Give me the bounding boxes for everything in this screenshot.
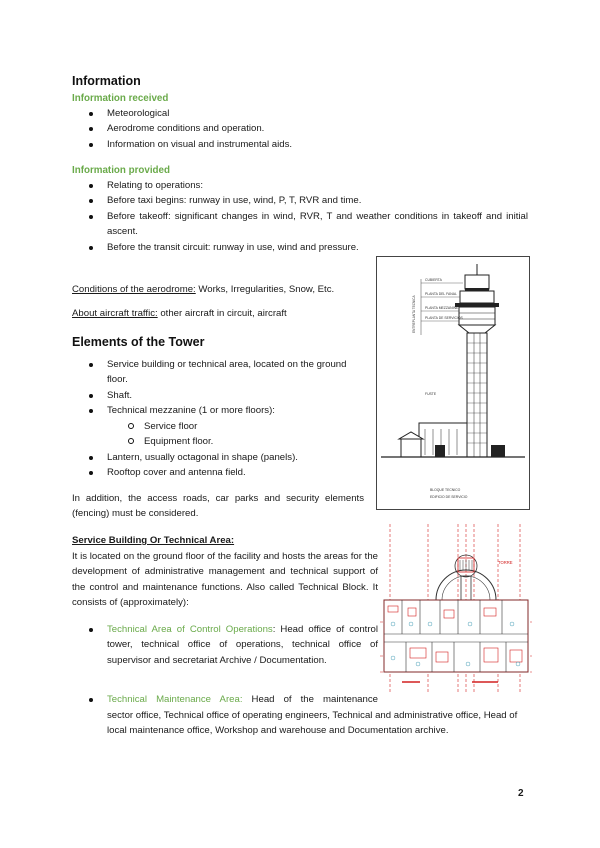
- technical-areas-list-cont: [72, 692, 378, 707]
- maintenance-label: Technical Maintenance Area:: [107, 694, 243, 705]
- technical-areas-list: [72, 622, 378, 668]
- label-fuste: FUSTE: [425, 392, 437, 396]
- list-item: Relating to operations:: [72, 178, 528, 193]
- sub-list-item: Service floor: [72, 419, 365, 434]
- tower-elements-list: [72, 357, 365, 419]
- information-provided-list: [72, 178, 528, 255]
- service-building-intro: It is located on the ground floor of the facility and hosts the areas for the development of administrative management and technical support of the control and maintenance functions. Also called Technical Block. It consists of (approximately):: [72, 551, 378, 609]
- list-item: Before taxi begins: runway in use, wind, P, T, RVR and time.: [72, 193, 528, 208]
- list-item: Information on visual and instrumental aids.: [72, 137, 532, 152]
- tower-addition-paragraph: In addition, the access roads, car parks and security elements (fencing) must be considered.: [72, 493, 364, 520]
- control-operations-label: Technical Area of Control Operations: [107, 624, 273, 635]
- maintenance-text-line1: Head of the maintenance: [242, 694, 378, 705]
- mezzanine-sublist: [72, 419, 365, 450]
- information-received-heading: Information received: [72, 93, 169, 104]
- label-torre: TORRE: [498, 560, 513, 565]
- label-cubierta: CUBIERTA: [425, 278, 442, 282]
- label-entreplanta: ENTREPLANTA TECNICA: [412, 295, 416, 333]
- list-item: Service building or technical area, located on the ground floor.: [72, 357, 365, 388]
- conditions-line: [72, 282, 334, 297]
- page-number: 2: [518, 788, 524, 799]
- traffic-line: [72, 306, 287, 321]
- list-item: Meteorological: [72, 106, 532, 121]
- list-item: Rooftop cover and antenna field.: [72, 465, 365, 480]
- floor-plan-figure: [380, 524, 532, 694]
- information-provided-heading: Information provided: [72, 165, 170, 176]
- information-received-list: [72, 106, 532, 152]
- label-mezzanine: PLANTA MEZZANINE: [425, 306, 459, 310]
- list-item-control-operations: [72, 622, 378, 668]
- tower-elevation-figure: [376, 256, 530, 510]
- label-fanal: PLANTA DEL FANAL: [425, 292, 457, 296]
- list-item: Technical mezzanine (1 or more floors):: [72, 403, 365, 418]
- service-building-heading: Service Building Or Technical Area:: [72, 535, 235, 546]
- list-item: Before takeoff: significant changes in wind, RVR, T and weather conditions in takeoff and initial ascent.: [72, 209, 528, 240]
- tower-heading: Elements of the Tower: [72, 335, 205, 349]
- tower-elevation-drawing: [377, 257, 529, 509]
- traffic-label: About aircraft traffic:: [72, 308, 158, 319]
- sub-list-item: Equipment floor.: [72, 434, 365, 449]
- list-item-maintenance: [72, 692, 378, 707]
- control-operations-text: : Head office of control tower, technical office of operations, technical office of supervisor and secretariat Archive / Documentation.: [107, 624, 378, 666]
- traffic-text: other aircraft in circuit, aircraft: [157, 308, 287, 319]
- label-bloque: BLOQUE TECNICO: [430, 488, 461, 492]
- conditions-text: Works, Irregularities, Snow, Etc.: [195, 284, 335, 295]
- tower-elements-list-cont: [72, 450, 365, 481]
- maintenance-text-rest: sector office, Technical office of operating engineers, Technical and administrative office, Head of local maintenance office, Workshop and warehouse and Documentation archive.: [107, 710, 518, 737]
- information-heading: Information: [72, 74, 141, 88]
- list-item: Before the transit circuit: runway in use, wind and pressure.: [72, 240, 364, 255]
- label-servicios: PLANTA DE SERVICIOS: [425, 316, 463, 320]
- list-item: Shaft.: [72, 388, 365, 403]
- floor-plan-drawing: [380, 524, 532, 694]
- label-edificio: EDIFICIO DE SERVICIO: [430, 495, 468, 499]
- list-item: Aerodrome conditions and operation.: [72, 121, 532, 136]
- list-item: Lantern, usually octagonal in shape (panels).: [72, 450, 365, 465]
- conditions-label: Conditions of the aerodrome:: [72, 284, 196, 295]
